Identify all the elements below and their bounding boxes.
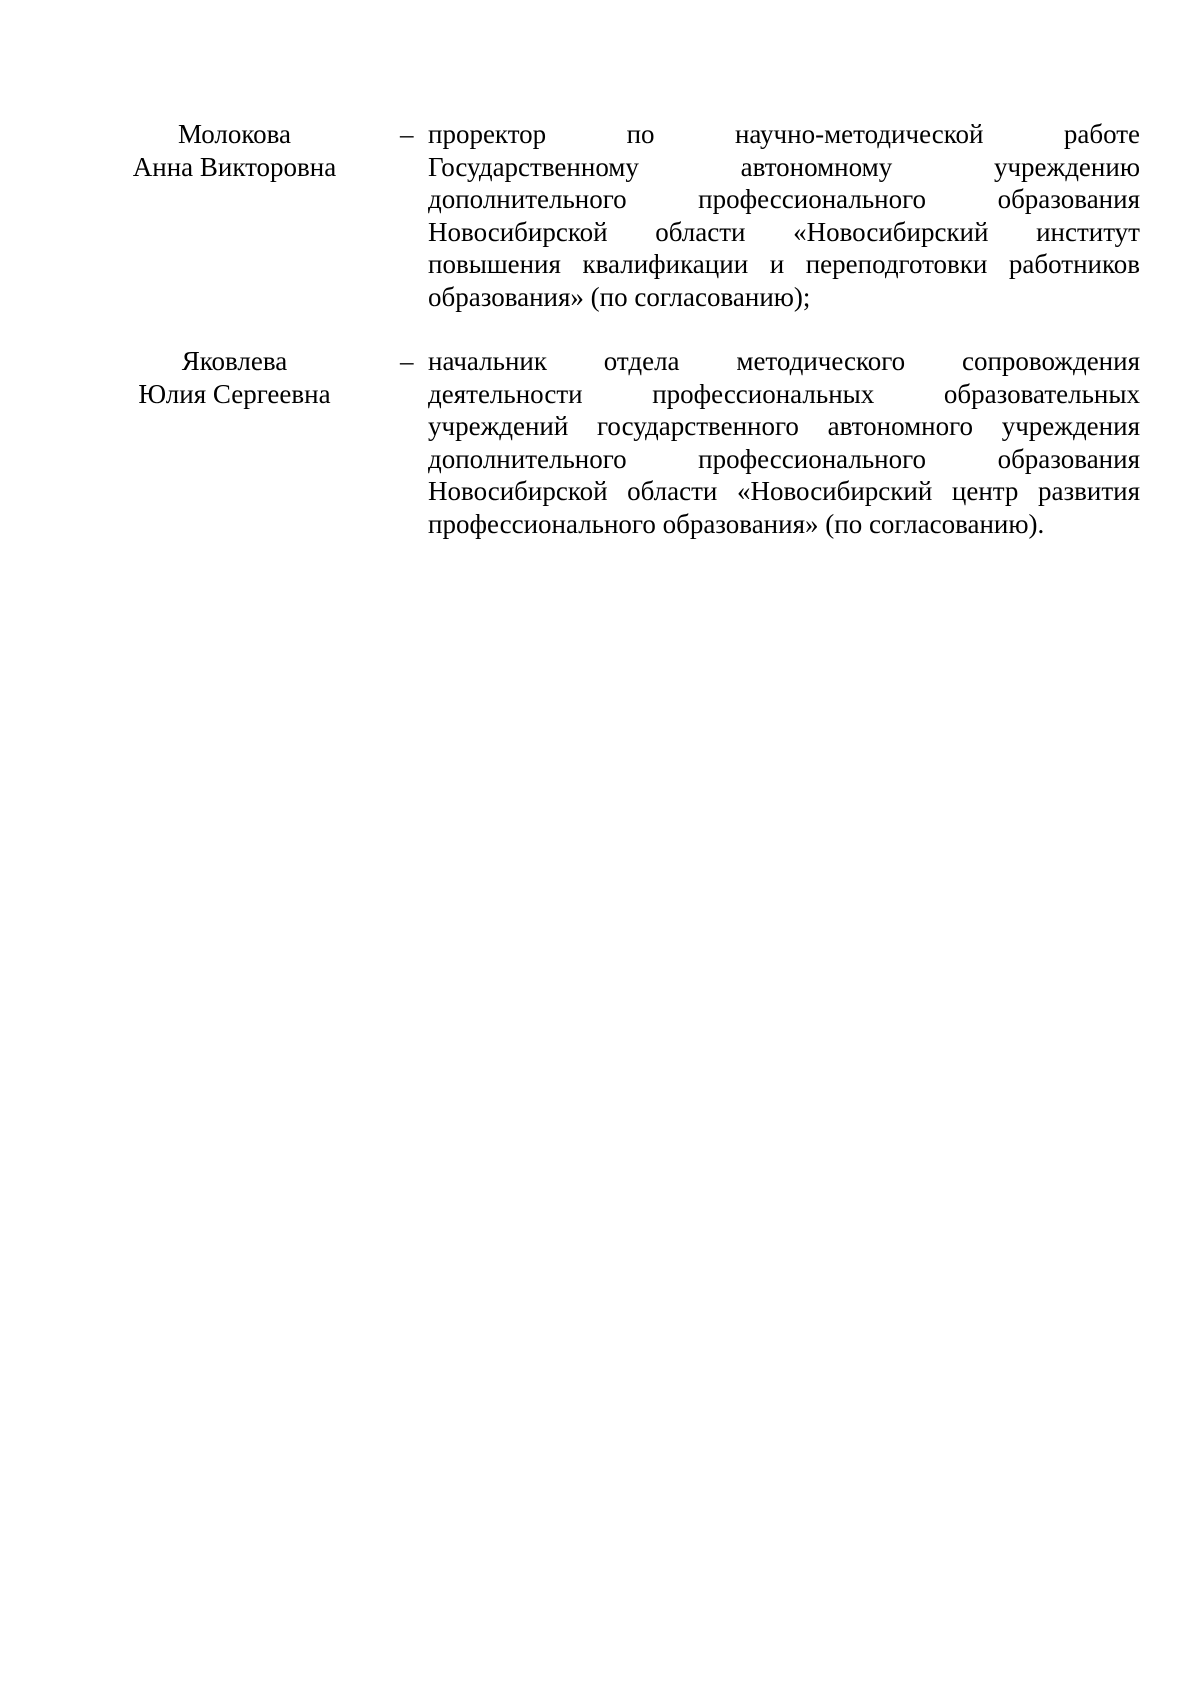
description-line: учреждений государственного автономного учреждения xyxy=(428,411,1140,441)
member-surname: Яковлева xyxy=(181,346,288,376)
member-surname: Молокова xyxy=(177,119,292,149)
description-line: деятельности профессиональных образовательных xyxy=(428,378,1140,409)
description-line: Новосибирской области «Новосибирский центр развития xyxy=(428,476,1140,506)
member-name xyxy=(118,118,351,183)
description-line: Новосибирской области «Новосибирский институт xyxy=(428,216,1140,247)
description-line: дополнительного профессионального образования xyxy=(428,443,1140,474)
member-name xyxy=(118,345,351,410)
member-position-description xyxy=(428,345,1140,540)
member-position-description xyxy=(428,118,1140,313)
dash-separator: – xyxy=(400,119,414,149)
description-line: профессионального образования» (по согласованию). xyxy=(428,508,1045,539)
description-line: дополнительного профессионального образования xyxy=(428,184,1140,214)
dash-separator: – xyxy=(400,346,414,376)
member-given-names: Анна Викторовна xyxy=(132,151,337,182)
description-line: проректор по научно-методической работе xyxy=(428,119,1140,149)
description-line: повышения квалификации и переподготовки работников xyxy=(428,249,1140,279)
member-given-names: Юлия Сергеевна xyxy=(138,378,331,409)
description-line: Государственному автономному учреждению xyxy=(428,151,1140,182)
description-line: начальник отдела методического сопровождения xyxy=(428,346,1140,376)
description-line: образования» (по согласованию); xyxy=(428,281,811,312)
